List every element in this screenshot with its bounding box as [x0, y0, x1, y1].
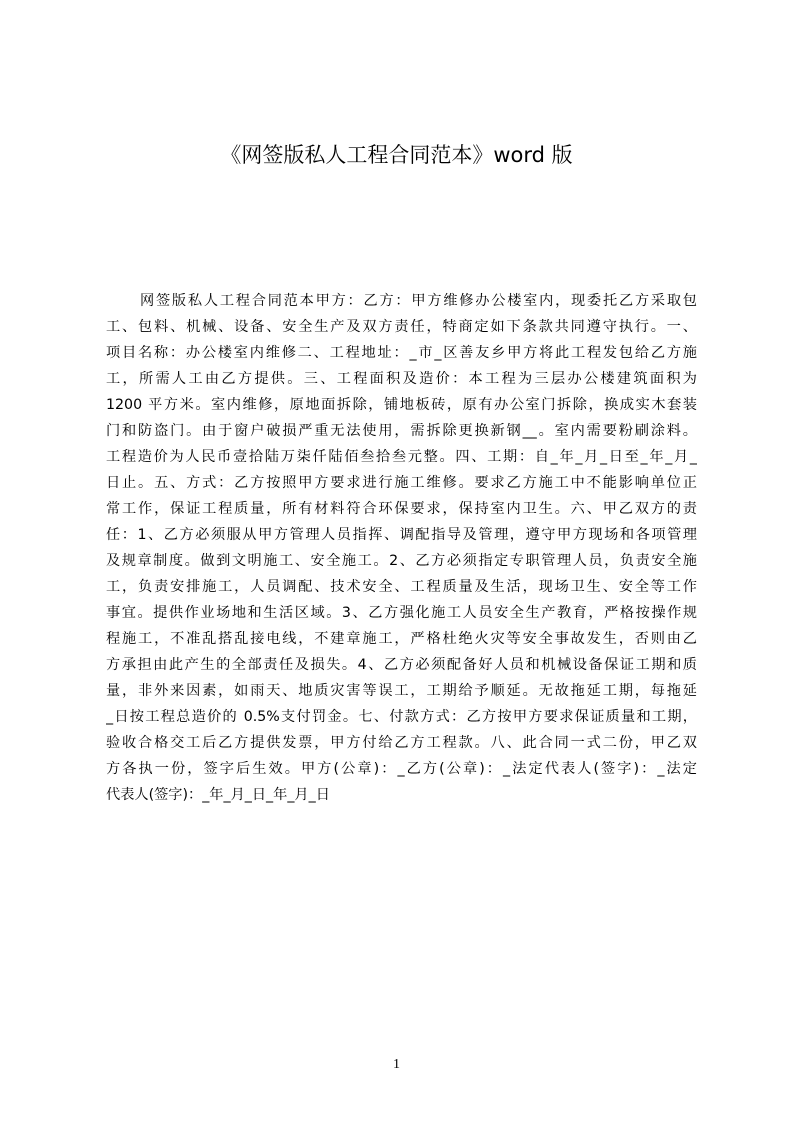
body-line: 日止。五、方式：乙方按照甲方要求进行施工维修。要求乙方施工中不能影响单位正: [106, 475, 697, 491]
body-line: 验收合格交工后乙方提供发票，甲方付给乙方工程款。八、此合同一式二份，甲乙双: [106, 735, 697, 751]
body-line: 事宜。提供作业场地和生活区域。3、乙方强化施工人员安全生产教育，严格按操作规: [106, 605, 697, 621]
body-line: 工程造价为人民币壹拾陆万柒仟陆佰叁拾叁元整。四、工期：自_年_月_日至_年_月_: [106, 449, 697, 465]
body-line: 工，所需人工由乙方提供。三、工程面积及造价：本工程为三层办公楼建筑面积为: [106, 371, 697, 387]
body-line: 工、包料、机械、设备、安全生产及双方责任，特商定如下条款共同遵守执行。一、: [106, 319, 697, 335]
body-line: 方承担由此产生的全部责任及损失。4、乙方必须配备好人员和机械设备保证工期和质: [106, 657, 697, 673]
body-line: 及规章制度。做到文明施工、安全施工。2、乙方必须指定专职管理人员，负责安全施: [106, 553, 697, 569]
body-line: 代表人(签字)：_年_月_日_年_月_日: [106, 787, 330, 803]
body-line: 门和防盗门。由于窗户破损严重无法使用，需拆除更换新钢__。室内需要粉刷涂料。: [106, 423, 697, 439]
page-number: 1: [393, 1057, 400, 1072]
body-line: 方各执一份，签字后生效。甲方(公章)：_乙方(公章)：_法定代表人(签字)：_法定: [106, 761, 697, 777]
body-line: _日按工程总造价的 0.5%支付罚金。七、付款方式：乙方按甲方要求保证质量和工期，: [106, 709, 697, 725]
body-line: 网签版私人工程合同范本甲方：乙方：甲方维修办公楼室内，现委托乙方采取包: [140, 293, 697, 309]
body-line: 程施工，不准乱搭乱接电线，不建章施工，严格杜绝火灾等安全事故发生，否则由乙: [106, 631, 697, 647]
body-line: 工，负责安排施工，人员调配、技术安全、工程质量及生活，现场卫生、安全等工作: [106, 579, 697, 595]
contract-body: [106, 288, 697, 828]
body-line: 常工作，保证工程质量，所有材料符合环保要求，保持室内卫生。六、甲乙双方的责: [106, 501, 697, 517]
body-line: 任：1、乙方必须服从甲方管理人员指挥、调配指导及管理，遵守甲方现场和各项管理: [106, 527, 697, 543]
body-line: 量，非外来因素，如雨天、地质灾害等误工，工期给予顺延。无故拖延工期，每拖延: [106, 683, 697, 699]
body-line: 1200 平方米。室内维修，原地面拆除，铺地板砖，原有办公室门拆除，换成实木套装: [106, 397, 697, 413]
document-title: 《网签版私人工程合同范本》word 版: [220, 143, 573, 167]
body-line: 项目名称：办公楼室内维修二、工程地址：_市_区善友乡甲方将此工程发包给乙方施: [106, 345, 697, 361]
